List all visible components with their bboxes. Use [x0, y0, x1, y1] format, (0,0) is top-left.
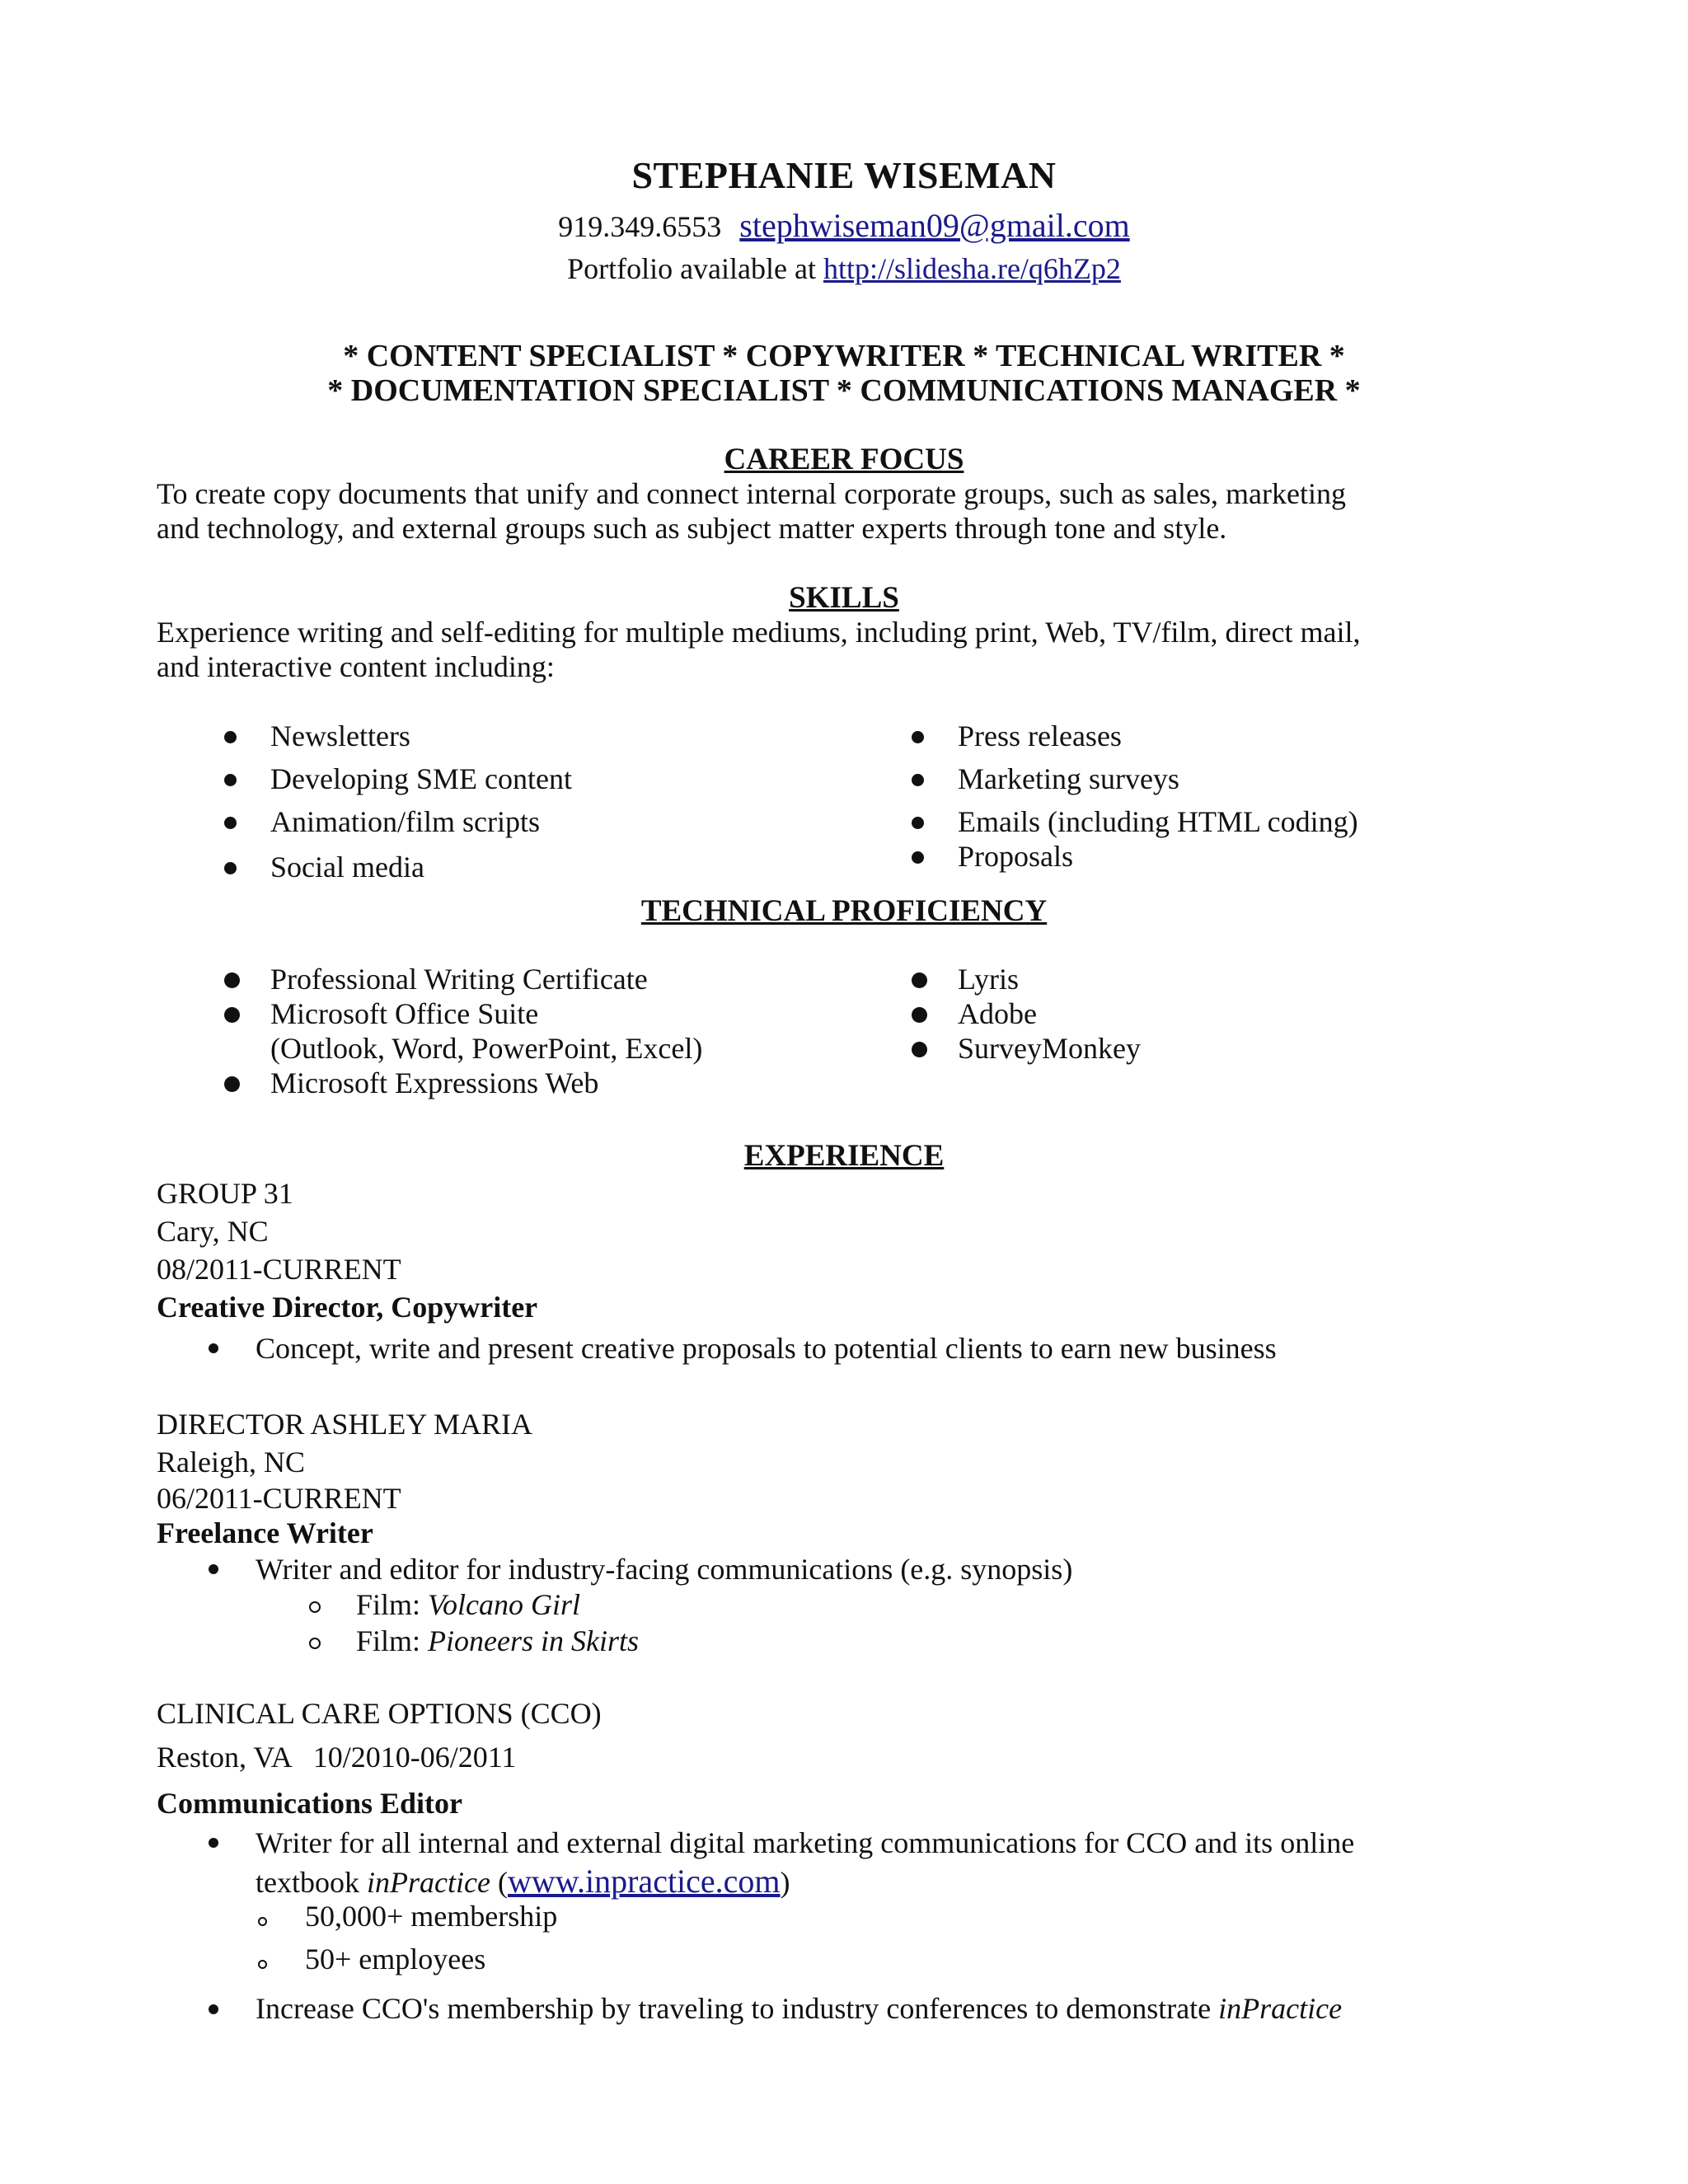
- experience-heading: EXPERIENCE: [743, 1139, 945, 1173]
- bullet-dot: [912, 851, 924, 864]
- job-sub-bullet: [356, 1624, 639, 1658]
- list-item: Microsoft Office Suite: [270, 997, 539, 1030]
- job-dates: 08/2011-CURRENT: [157, 1253, 401, 1286]
- job-location: Cary, NC: [157, 1215, 269, 1248]
- job-location-dates: Reston, VA 10/2010-06/2011: [157, 1741, 517, 1774]
- skills-line-2: and interactive content including:: [157, 650, 555, 683]
- job-sub-bullet: 50,000+ membership: [305, 1900, 558, 1933]
- bullet-dot: [209, 1564, 218, 1574]
- sub-bullet-ring: [309, 1638, 321, 1649]
- job-bullet: Concept, write and present creative proposals to potential clients to earn new business: [256, 1332, 1277, 1365]
- publication-name: inPractice: [1218, 1992, 1343, 2025]
- list-item: Proposals: [958, 840, 1074, 873]
- email-link[interactable]: stephwiseman09@gmail.com: [739, 207, 1130, 244]
- bullet-dot: [224, 972, 240, 988]
- list-item: Microsoft Expressions Web: [270, 1066, 599, 1099]
- job-bullet: [256, 1991, 1342, 2026]
- job-dates: 06/2011-CURRENT: [157, 1482, 401, 1515]
- list-item: Press releases: [958, 719, 1122, 752]
- portfolio-line: [0, 251, 1688, 286]
- bullet-dot: [912, 774, 924, 786]
- list-item: Professional Writing Certificate: [270, 963, 648, 996]
- career-focus-line-2: and technology, and external groups such as subject matter experts through tone and style.: [157, 512, 1227, 545]
- company-name: GROUP 31: [157, 1177, 293, 1210]
- job-bullet: Writer for all internal and external digital marketing communications for CCO and its online: [256, 1826, 1355, 1859]
- text-segment: textbook: [256, 1866, 359, 1899]
- bullet-dot: [224, 774, 237, 786]
- list-item: Lyris: [958, 963, 1020, 996]
- portfolio-link[interactable]: http://slidesha.re/q6hZp2: [823, 252, 1121, 285]
- publication-name: inPractice: [366, 1866, 490, 1899]
- job-sub-bullet: 50+ employees: [305, 1943, 486, 1975]
- company-name: DIRECTOR ASHLEY MARIA: [157, 1408, 533, 1441]
- bullet-dot: [224, 817, 237, 829]
- job-titles-line-1: * CONTENT SPECIALIST * COPYWRITER * TECHNICAL WRITER *: [343, 339, 1345, 373]
- text-segment: (: [497, 1866, 508, 1899]
- bullet-dot: [912, 1042, 927, 1057]
- contact-line: [0, 206, 1688, 245]
- job-bullet: Writer and editor for industry-facing communications (e.g. synopsis): [256, 1553, 1073, 1586]
- job-sub-bullet: [356, 1587, 580, 1622]
- bullet-dot: [912, 731, 924, 743]
- bullet-dot: [209, 1838, 218, 1848]
- bullet-dot: [224, 1007, 240, 1023]
- job-bullet-continuation: [256, 1862, 790, 1900]
- candidate-name: STEPHANIE WISEMAN: [631, 154, 1057, 196]
- list-item-continuation: (Outlook, Word, PowerPoint, Excel): [270, 1032, 703, 1065]
- bullet-dot: [912, 972, 927, 988]
- job-location: Raleigh, NC: [157, 1446, 305, 1479]
- bullet-dot: [224, 1076, 240, 1092]
- career-focus-heading: CAREER FOCUS: [724, 443, 964, 476]
- bullet-dot: [224, 862, 237, 874]
- job-role: Communications Editor: [157, 1787, 463, 1820]
- list-item: Marketing surveys: [958, 762, 1179, 795]
- list-item: Newsletters: [270, 719, 410, 752]
- skills-line-1: Experience writing and self-editing for multiple mediums, including print, Web, TV/film, direct mail,: [157, 616, 1361, 649]
- career-focus-line-1: To create copy documents that unify and connect internal corporate groups, such as sales, marketing: [157, 477, 1346, 510]
- portfolio-label: Portfolio available at: [567, 252, 816, 285]
- sub-bullet-ring: [309, 1601, 321, 1613]
- bullet-dot: [912, 817, 924, 829]
- job-role: Creative Director, Copywriter: [157, 1291, 538, 1324]
- film-prefix: Film:: [356, 1588, 421, 1621]
- job-role: Freelance Writer: [157, 1516, 373, 1549]
- list-item: Developing SME content: [270, 762, 572, 795]
- list-item: SurveyMonkey: [958, 1032, 1141, 1065]
- film-title: Pioneers in Skirts: [428, 1624, 640, 1657]
- company-name: CLINICAL CARE OPTIONS (CCO): [157, 1697, 602, 1730]
- text-segment: Increase CCO's membership by traveling to industry conferences to demonstrate: [256, 1992, 1212, 2025]
- list-item: Adobe: [958, 997, 1037, 1030]
- sub-bullet-ring: [258, 1917, 267, 1926]
- list-item: Social media: [270, 851, 424, 883]
- inpractice-link[interactable]: www.inpractice.com: [507, 1863, 781, 1900]
- film-prefix: Film:: [356, 1624, 421, 1657]
- skills-heading: SKILLS: [789, 581, 899, 615]
- job-titles-line-2: * DOCUMENTATION SPECIALIST * COMMUNICATIONS MANAGER *: [327, 373, 1361, 408]
- phone-number: 919.349.6553: [558, 210, 722, 243]
- film-title: Volcano Girl: [428, 1588, 581, 1621]
- text-segment: ): [780, 1866, 790, 1899]
- bullet-dot: [224, 731, 237, 743]
- bullet-dot: [912, 1007, 927, 1023]
- bullet-dot: [209, 2004, 218, 2014]
- list-item: Animation/film scripts: [270, 805, 540, 838]
- technical-proficiency-heading: TECHNICAL PROFICIENCY: [640, 894, 1048, 928]
- list-item: Emails (including HTML coding): [958, 805, 1358, 838]
- sub-bullet-ring: [258, 1960, 267, 1969]
- bullet-dot: [209, 1343, 218, 1353]
